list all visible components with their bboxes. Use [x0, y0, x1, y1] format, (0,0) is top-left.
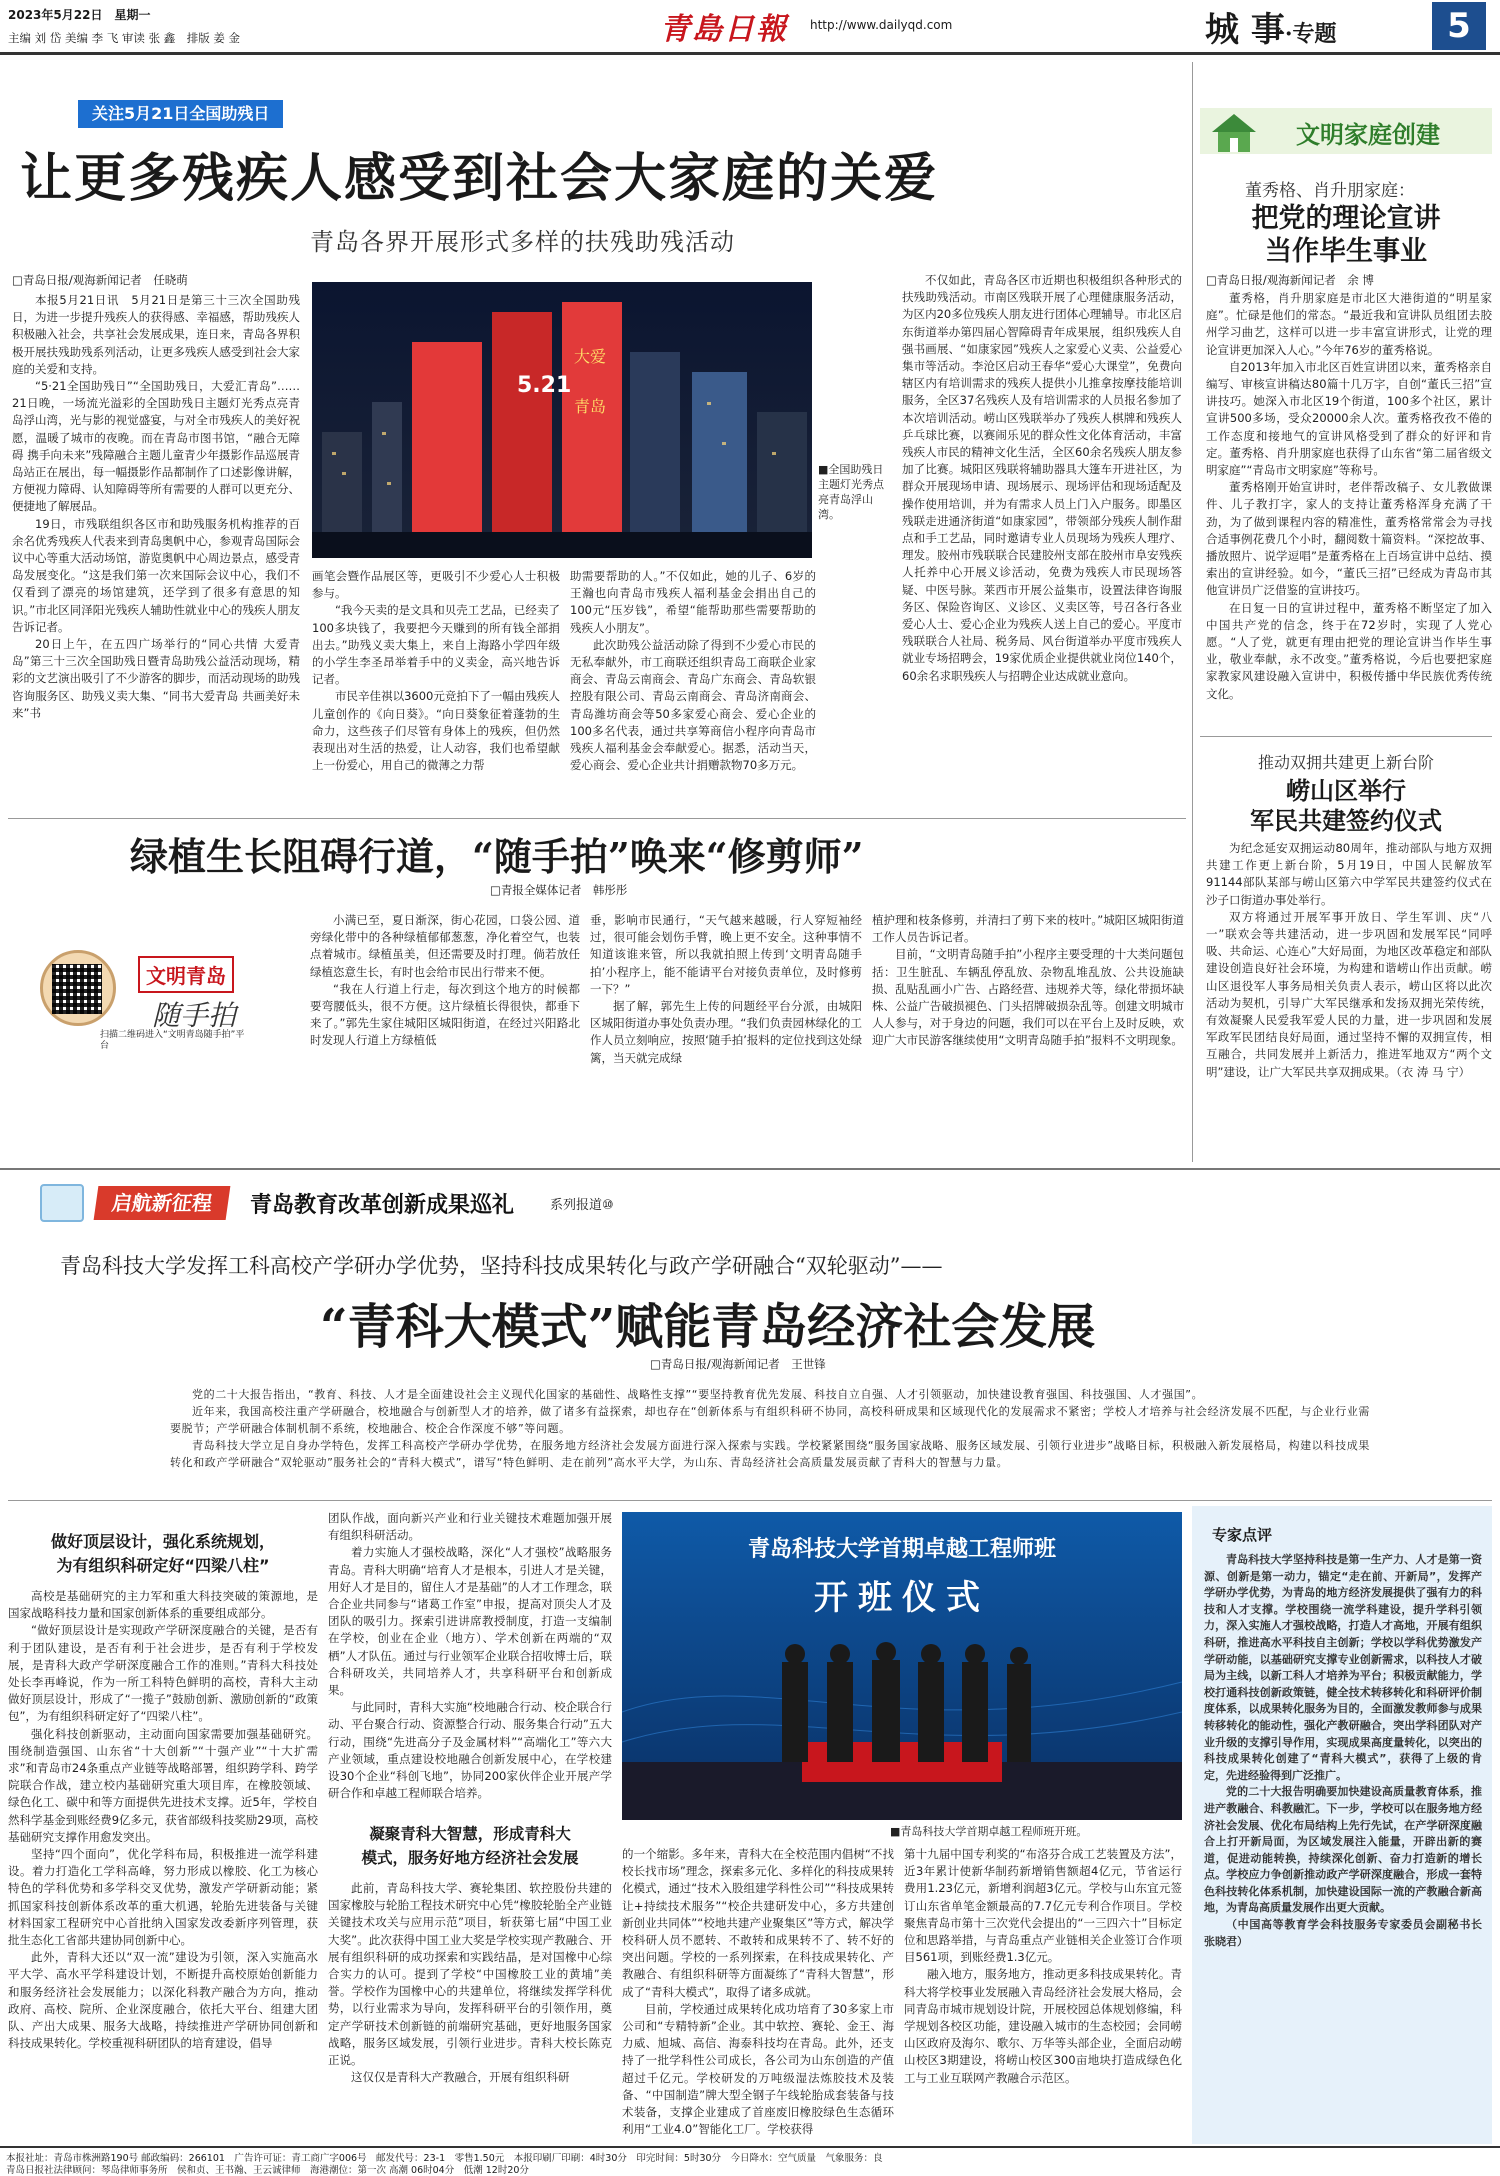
paragraph: 目前，“文明青岛随手拍”小程序主要受理的十大类问题包括：卫生脏乱、车辆乱停乱放、杂物乱堆乱放、公共设施缺损、乱贴乱画小广告、占路经营、违规养犬等，绿化带损坏缺株、公益广告破损褪色、门头招牌破损杂乱等。创建文明城市人人参与，对于身边的问题，我们可以在平台上及时反映，欢迎广大市民游客继续使用“文明青岛随手拍”报料不文明现象。: [872, 947, 1184, 1048]
paragraph: 团队作战，面向新兴产业和行业关键技术难题加强开展有组织科研活动。: [328, 1511, 612, 1543]
series-brand: 启航新征程: [94, 1186, 231, 1220]
section-rule: [0, 1168, 1500, 1170]
column-rule: [1192, 62, 1193, 1162]
paragraph: 近年来，我国高校注重产学研融合，校地融合与创新型人才的培养，做了诸多有益探索，却也存在“创新体系与有组织科研不协同，高校科研成果和区域现代化的发展需求不紧密；学校人才培养与社会经济发展不匹配，与企业行业需要脱节；产学研融合体制机制不系统，校地融合、校企合作深度不够”等问题。: [170, 1405, 1370, 1435]
sidebar2-title: [1200, 776, 1492, 836]
paragraph: 强化科技创新驱动，主动面向国家需要加强基础研究。围绕制造强国、山东省“十大创新”“十强产业”“十大扩需求”和青岛市24条重点产业链等战略部署，组织跨学科、跨学院联合作战，建立校内基础研究重大项目库，在橡胶领域、绿色化工、碳中和等方面提供先进技术支撑。近5年，学校自然科学基金到账经费9亿多元，获省部级科技奖励29项，高校基础研究支撑作用愈发突出。: [8, 1726, 318, 1844]
paragraph: 19日，市残联组织各区市和助残服务机构推荐的百余名优秀残疾人代表来到青岛奥帆中心，参观青岛国际会议中心等重大活动场馆，游览奥帆中心周边景点，感受青岛发展变化。“这是我们第一次来国际会议中心，我们不仅看到了漂亮的场馆建筑，还学到了很多有意思的知识。”市北区同泽阳光残疾人辅助性就业中心的残疾人朋友告诉记者。: [12, 516, 300, 634]
lead-tag: 关注5月21日全国助残日: [78, 100, 283, 128]
lead-byline: □青岛日报/观海新闻记者 任晓萌: [12, 273, 188, 287]
sidebar-divider: [1200, 736, 1492, 737]
paragraph: 植护理和枝条修剪，并清扫了剪下来的枝叶。”城阳区城阳街道工作人员告诉记者。: [872, 913, 1184, 945]
story2-col3: [872, 912, 1184, 1122]
section2-subhead1: [8, 1530, 318, 1578]
paragraph: 画笔会暨作品展区等，更吸引不少爱心人士积极参与。: [312, 569, 560, 601]
paragraph: 高校是基础研究的主力军和重大科技突破的策源地，是国家战略科技力量和国家创新体系的重要组成部分。: [8, 1589, 318, 1621]
logo-text-snapshot: 随手拍: [152, 999, 237, 1032]
paragraph: 助需要帮助的人。”不仅如此，她的儿子、6岁的王瀚也向青岛市残疾人福利基金会捐出自己的100元“压岁钱”，希望“能帮助那些需要帮助的残疾人小朋友”。: [570, 569, 816, 635]
paragraph: 目前，学校通过成果转化成功培育了30多家上市公司和“专精特新”企业。其中软控、赛轮、金王、海力威、旭城、高信、海泰科技均在青岛。此外，还支持了一批学科性公司成长，各公司为山东创造的产值超过千亿元。学校研发的万吨级湿法炼胶技术及装备、“中国制造”牌大型全钢子午线轮胎成套装备与技术装备，支撑企业建成了首座废旧橡胶绿色生态循环利用“工业4.0”智能化工厂。学校获得: [622, 2001, 894, 2137]
sidebar2-title-line1: 崂山区举行: [1286, 776, 1406, 805]
paragraph: 此次助残公益活动除了得到不少爱心市民的无私奉献外，市工商联还组织青岛工商联企业家商会、青岛云南商会、青岛广东商会、青岛软银控股有限公司、青岛云南商会、青岛济南商会、青岛潍坊商会等50多家爱心商会、爱心企业的100多名代表，通过共享筹商信小程序向青岛市残疾人福利基金会奉献爱心。据悉，活动当天，爱心商会、爱心企业共计捐赠款物70多万元。: [570, 637, 816, 773]
civil-family-banner-title: 文明家庭创建: [1296, 120, 1440, 149]
svg-text:5.21: 5.21: [517, 373, 572, 398]
paragraph: 市民辛佳祺以3600元竞拍下了一幅由残疾人儿童创作的《向日葵》。“向日葵象征着蓬勃的生命力，这些孩子们尽管有身体上的残疾，但仍然表现出对生活的热爱，让人动容，我们也希望献上一份爱心，用自己的微薄之力帮: [312, 689, 560, 773]
section2-col1: [8, 1588, 318, 2140]
section2-col2b: [328, 1880, 612, 2140]
paragraph: 在日复一日的宣讲过程中，董秀格不断坚定了加入中国共产党的信念，终于在72岁时，实现了人党心愿。“人了党，就更有理由把党的理论宣讲当作毕生事业，敬业奉献，永不改变。”董秀格说，今后也要把家庭家教家风建设融入宣讲中，积极传播中华民族优秀传统文化。: [1206, 600, 1492, 701]
newspaper-logo: 青島日報: [660, 12, 788, 47]
paragraph: 据了解，郭先生上传的问题经平台分派，由城阳区城阳街道办事处负责办理。“我们负责园林绿化的工作人员立刻响应，按照‘随手拍’报料的定位找到这处绿篱，当天就完成绿: [590, 999, 862, 1065]
site-url[interactable]: http://www.dailyqd.com: [810, 18, 953, 32]
paragraph: 青岛科技大学立足自身办学特色，发挥工科高校产学研办学优势，在服务地方经济社会发展方面进行深入探索与实践。学校紧紧围绕“服务国家战略、服务区域发展、引领行业进步”战略目标，积极融入新发展格局，构建以科技成果转化和政产学研融合“双轮驱动”服务社会的“青科大模式”，谱写“特色鲜明、走在前列”高水平大学，为山东、青岛经济社会高质量发展贡献了青科大的智慧与力量。: [170, 1439, 1370, 1469]
paragraph: 董秀格，肖升朋家庭是市北区大港街道的“明星家庭”。忙碌是他们的常态。“最近我和宣讲队员组团去胶州学习曲艺，这样可以进一步丰富宣讲形式，让党的理论宣讲更加深入人心。”今年76岁的董秀格说。: [1206, 291, 1492, 357]
paragraph: 坚持“四个面向”，优化学科布局，积极推进一流学科建设。着力打造化工学科高峰，努力形成以橡胶、化工为核心特色的学科优势和多学科交叉优势，激发产学研新动能；紧抓国家科技创新体系改革的重大机遇，轮胎先进装备与关键材料国家工程研究中心首批纳入国家发改委新序列管理，获批生态化工省部共建协同创新中心。: [8, 1847, 318, 1948]
section2-col3: [622, 1846, 894, 2140]
section-subtitle: ·专题: [1284, 21, 1337, 47]
ceremony-banner-title: 青岛科技大学首期卓越工程师班: [747, 1537, 1056, 1562]
paragraph: 党的二十大报告指出，“教育、科技、人才是全面建设社会主义现代化国家的基础性、战略性支撑”“要坚持教育优先发展、科技自立自强、人才引领驱动，加快建设教育强国、科技强国、人才强国”。: [192, 1388, 1204, 1401]
paragraph: 为纪念延安双拥运动80周年，推动部队与地方双拥共建工作更上新台阶，5月19日，中国人民解放军91144部队某部与崂山区第六中学军民共建签约仪式在沙子口街道办事处举行。: [1206, 841, 1492, 907]
page-number: 5: [1432, 2, 1486, 50]
paragraph: 党的二十大报告明确要加快建设高质量教育体系，推进产教融合、科教融汇。下一步，学校可以在服务地方经济社会发展、优化布局结构上先行先试，在产学研深度融合上打开新局面，为区域发展注入能量，开辟出新的赛道，促进动能转换，持续深化创新、奋力打造新的增长点。学校应力争创新推动政产学研深度融合，形成一套特色科技转化体系机制，加快建设国际一流的产教融合新高地，为青岛高质量发展作出更大贡献。: [1204, 1785, 1482, 1915]
paragraph: “我在人行道上行走，每次到这个地方的时候都要弯腰低头，很不方便。这片绿植长得很快，都垂下来了。”郭先生家住城阳区城阳街道，在经过兴阳路北时发现人行道上方绿植低: [310, 981, 580, 1048]
subhead1-line2: 为有组织科研定好“四梁八柱”: [56, 1556, 270, 1575]
masthead: [0, 0, 1500, 58]
paragraph: 的一个缩影。多年来，青科大在全校范围内倡树“不找校长找市场”理念，探索多元化、多样化的科技成果转化模式，通过“技术入股组建学科性公司”“科技成果转让+持续技术服务”“校企共建研发中心，多方共建创新创业共同体”“校地共建产业聚集区”等方式，解决学校科研人员不愿转、不敢转和成果转不了、转不好的突出问题。学校的一系列探索，在科技成果转化、产教融合、有组织科研等方面凝练了“青科大智慧”，形成了“青科大模式”，取得了诸多成就。: [622, 1847, 894, 1999]
sidebar1-title-line2: 当作毕生事业: [1265, 236, 1427, 267]
lead-col4: [902, 272, 1182, 812]
svg-text:青岛: 青岛: [574, 397, 607, 416]
lead-photo-caption: ■全国助残日主题灯光秀点亮青岛浮山湾。: [818, 463, 884, 521]
issue-date: 2023年5月22日 星期一: [8, 8, 151, 22]
ceremony-photo-caption: ■青岛科技大学首期卓越工程师班开班。: [890, 1825, 1088, 1838]
paragraph: 这仅仅是青科大产教融合，开展有组织科研: [351, 2070, 570, 2085]
section2-col4: [904, 1846, 1182, 2140]
civil-family-banner: [1200, 108, 1492, 154]
section2-subhead2: [328, 1822, 612, 1870]
series-title: 青岛教育改革创新成果巡礼: [250, 1192, 515, 1218]
ceremony-banner-subtitle: 开班仪式: [814, 1578, 990, 1618]
section2-intro: [170, 1386, 1370, 1496]
paragraph: 第十九届中国专利奖的“布洛芬合成工艺装置及方法”，近3年累计使新华制药新增销售额超4亿元，节省运行费用1.23亿元，新增利润超3亿元。学校与山东宜元签订山东省单笔金额最高的7.7亿元专利合作项目。学校聚焦青岛市第十三次党代会提出的“一三四六十”目标定位和思路举措，与青岛重点产业链相关企业签订合作项目561项，到账经费1.3亿元。: [904, 1847, 1182, 1965]
sidebar1-body: [1206, 290, 1492, 720]
story2-col2: [590, 912, 862, 1122]
paragraph: “做好顶层设计是实现政产学研深度融合的关键，是否有利于团队建设，是否有利于社会进步，是否有利于学校发展，是青科大政产学研深度融合工作的准则。”青科大科技处处长李再峰说，作为一所工科特色鲜明的高校，青科大主动做好顶层设计，形成了“一揽子”鼓励创新、激励创新的“政策包”，为有组织科研定好了“四梁八柱”。: [8, 1623, 318, 1724]
paragraph: 垂，影响市民通行，“天气越来越暖，行人穿短袖经过，很可能会划伤手臂，晚上更不安全。这种事情不知道该谁来管，所以我就拍照上传到‘文明青岛随手拍’小程序上，能不能请平台对接负责单位，及时修剪一下？”: [590, 913, 862, 996]
subhead1-line1: 做好顶层设计，强化系统规划，: [50, 1532, 275, 1551]
masthead-rule: [0, 52, 1500, 55]
paragraph: “我今天卖的是文具和贝壳工艺品，已经卖了100多块钱了，我要把今天赚到的所有钱全部捐出去。”助残义卖大集上，来自上海路小学四年级的小学生李圣昂举着手中的义卖金，高兴地告诉记者。: [312, 603, 560, 687]
section2-headline: “青科大模式”赋能青岛经济社会发展: [320, 1299, 1096, 1355]
section2-byline: □青岛日报/观海新闻记者 王世锋: [650, 1357, 826, 1371]
sidebar2-kicker: 推动双拥共建更上新台阶: [1257, 753, 1434, 772]
lead-col2: [312, 568, 560, 812]
series-banner: [40, 1180, 800, 1226]
lead-photo: [312, 282, 812, 558]
paragraph: 本报5月21日讯 5月21日是第三十三次全国助残日，为进一步提升残疾人的获得感、幸福感，帮助残疾人积极融入社会，共享社会发展成果，连日来，青岛各界积极开展扶残助残系列活动，让更多残疾人感受到社会大家庭的关爱和支持。: [12, 293, 300, 376]
sidebar1-kicker: 董秀格、肖升朋家庭：: [1245, 181, 1415, 201]
expert-comment-box: [1192, 1506, 1492, 2144]
sidebar1-title: [1200, 202, 1492, 268]
expert-comment-body: [1204, 1552, 1493, 2136]
paragraph: 与此同时，青科大实施“校地融合行动、校企联合行动、平台聚合行动、资源整合行动、服务集合行动”五大行动，围绕“先进高分子及金属材料”“高端化工”等六大产业领域，重点建设校地融合创新发展中心，在学校建设30个企业“科创飞地”，协同200家伙伴企业开展产学研合作和卓越工程师联合培养。: [328, 1700, 612, 1801]
lead-col3: [570, 568, 816, 812]
story2-col1: [310, 912, 580, 1122]
paragraph: 此前，青岛科技大学、赛轮集团、软控股份共建的国家橡胶与轮胎工程技术研究中心凭“橡胶轮胎全产业链关键技术攻关与应用示范”项目，斩获第七届“中国工业大奖”。此次获得中国工业大奖是学校实现产教融合、开展有组织科研的成功探索和实践结晶，是对国橡中心综合实力的认可。提到了学校“中国橡胶工业的黄埔”美誉。学校作为国橡中心的共建单位，将继续发挥学科优势，以行业需求为导向，发挥科研平台的引领作用，奠定产学研技术创新链的前端研究基础，更好地服务国家战略，服务区域发展，引领行业进步。青科大校长陈克正说。: [328, 1881, 612, 2068]
series-number: 系列报道⑩: [550, 1198, 614, 1213]
section2-kicker: 青岛科技大学发挥工科高校产学研办学优势，坚持科技成果转化与政产学研融合“双轮驱动”——: [60, 1254, 943, 1278]
svg-text:大爱: 大爱: [574, 347, 607, 366]
section-title: 城 事: [1205, 10, 1285, 50]
paragraph: 自2013年加入市北区百姓宣讲团以来，董秀格亲自编写、审核宣讲稿达80篇十几万字，自创“董氏三招”宣讲技巧。她深入市北区19个街道，100多个社区，累计宣讲500多场，受众20000余人次。董秀格孜孜不倦的工作态度和接地气的宣讲风格受到了群众的好评和肯定。董秀格、肖升朋家庭也获得了山东省“第二届省级文明家庭”“青岛市文明家庭”等称号。: [1206, 359, 1492, 478]
lead-subhead: 青岛各界开展形式多样的扶残助残活动: [310, 228, 735, 256]
sidebar2-title-line2: 军民共建签约仪式: [1250, 806, 1442, 835]
paragraph: 着力实施人才强校战略，深化“人才强校”战略服务青岛。青科大明确“培育人才是根本，引进人才是关键，用好人才是目的，留住人才是基础”的人才工作理念，联合企业共同参与“诸葛工作室”申报，提高对顶尖人才及团队的吸引力。探索引进讲席教授制度，打造一支编制在学校，创业在企业（地方）、学术创新在两端的“双栖”人才队伍。通过与行业领军企业联合招收博士后，联合科研攻关，共同培养人才，共享科研平台和创新成果。: [328, 1545, 612, 1698]
paragraph: 不仅如此，青岛各区市近期也积极组织各种形式的扶残助残活动。市南区残联开展了心理健康服务活动，为区内20多位残疾人朋友进行团体心理辅导。市北区启东街道举办第四届心智障碍青年成果展，组织残疾人自强书画展、“如康家园”残疾人之家爱心义卖、公益爱心集市等活动。李沧区启动王春华“爱心大课堂”，免费向辖区内有培训需求的残疾人提供小儿推拿按摩技能培训服务，全区37名残疾人及有培训需求的人员报名参加了本次培训活动。崂山区残联举办了残疾人棋牌和残疾人乒乓球比赛，以赛闹乐见的群众性文化体育活动，丰富残疾人市民的精神文化生活，全区60余名残疾人朋友参加了比赛。城阳区残联将辅助器具大篷车开进社区，为群众开展现场申请、现场展示、现场评估和现场适配及操作使用培训，并为有需求人员上门入户服务。即墨区残联走进通济街道“如康家园”，带领部分残疾人制作甜点和手工艺品，同时邀请专业人员现场为残疾人理疗、理发。胶州市残联联合民建胶州支部在胶州市阜安残疾人托养中心开展义诊活动，免费为残疾人市民现场答疑、中医号脉。莱西市开展公益集市，设置法律咨询服务区、保险咨询区、义诊区、义卖区等，号召各行各业爱心人士、爱心企业为残疾人送上自己的爱心。平度市残联联合人社局、税务局、风台街道举办平度市残疾人就业专场招聘会，19家优质企业提供就业岗位140个，60余名求职残疾人与招聘企业达成就业意向。: [902, 273, 1182, 683]
sidebar1-byline: □青岛日报/观海新闻记者 余 博: [1206, 273, 1374, 287]
paragraph: 20日上午，在五四广场举行的“同心共情 大爱青岛”第三十三次全国助残日暨青岛助残公益活动现场，精彩的文艺演出吸引了不少游客的脚步，而活动现场的助残咨询服务区、助残义卖大集、“同书大爱青岛 共画美好未来”书: [12, 637, 300, 720]
story2-byline: □青报全媒体记者 韩彤彤: [490, 883, 628, 897]
paragraph: 青岛科技大学坚持科技是第一生产力、人才是第一资源、创新是第一动力，锚定“走在前、开新局”，发挥产学研办学优势，为青岛的地方经济发展提供了强有力的科技和人才支撑。学校围绕一流学科建设，提升学科引领力，深入实施人才强校战略，打造人才高地，开展有组织科研，推进高水平科技自主创新；学校以学科优势激发产学研动能，以基础研究支撑专业创新需求，以科技人才破局为主线，以新工科人才培养为平台；积极贡献能力，学校打通科技创新政策链，健全技术转移转化和科研评价制度体系，以成果转化服务为目的，全面激发教师参与成果转移转化的能动性，强化产教研融合，突出学科团队对产业升级的支撑引导作用，实现成果高度量转化，以突出的科技成果转化创建了“青科大模式”，获得了上级的肯定，先进经验得到广泛推广。: [1204, 1553, 1482, 1782]
subhead2-line1: 凝聚青科大智慧，形成青科大: [369, 1825, 571, 1843]
lead-col1: [12, 292, 300, 812]
subhead2-line2: 模式，服务好地方经济社会发展: [361, 1849, 579, 1867]
logo-text-civil-qingdao: 文明青岛: [138, 956, 234, 993]
editor-credits: 主编 刘 岱 美编 李 飞 审读 张 鑫 排版 姜 金: [8, 31, 241, 45]
section-name: [1205, 2, 1337, 51]
paragraph: 双方将通过开展军事开放日、学生军训、庆“八一”联欢会等共建活动，进一步巩固和发展军民“同呼吸、共命运、心连心”大好局面，为地区改革稳定和部队建设创造良好社会环境，为构建和谐崂山作出贡献。崂山区退役军人事务局相关负责人表示，崂山区将以此次活动为契机，引导广大军民继承和发扬双拥光荣传统，有效凝聚人民爱我军爱人民的力量，进一步巩固和发展军政军民团结良好局面，通过坚持不懈的双拥宣传，相互融合，共同发展并上新活力，推进军地双方“两个文明”建设，让广大军民共享双拥成果。（衣 涛 马 宁）: [1206, 909, 1492, 1079]
paragraph: “5·21全国助残日”“全国助残日，大爱汇青岛”……21日晚，一场流光溢彩的全国助残日主题灯光秀点亮青岛浮山湾，光与影的视觉盛宴，与对全市残疾人的美好祝愿，温暖了城市的夜晚。而在青岛市图书馆，“融合无障碍 携手向未来”残障融合主题儿童青少年摄影作品巡展青岛站正在展出，每一幅摄影作品都制作了口述影像讲解，方便视力障碍、认知障碍等所有需要的人群可以更充分、便捷地了解展品。: [12, 379, 300, 514]
qr-code-icon[interactable]: [52, 964, 102, 1014]
expert-comment-title: 专家点评: [1212, 1526, 1273, 1544]
paragraph: （中国高等教育学会科技服务专家委员会副秘书长 张晓君）: [1204, 1918, 1493, 1948]
footer-info-row2: 青岛日报社法律顾问：琴岛律师事务所 侯和贞、王书瀚、王云诚律师 海港潮位：第一次 高潮 06时04分 低潮 12时20分: [6, 2165, 529, 2176]
intro-rule: [8, 1500, 1492, 1501]
story2-headline: 绿植生长阻碍行道，“随手拍”唤来“修剪师”: [130, 834, 864, 879]
sidebar2-body: [1206, 840, 1492, 1170]
sidebar1-title-line1: 把党的理论宣讲: [1251, 203, 1441, 234]
ceremony-photo: [622, 1512, 1182, 1820]
paragraph: 此外，青科大还以“双一流”建设为引领，深入实施高水平大学、高水平学科建设计划，不断提升高校原始创新能力和服务经济社会发展能力；以深化科教产融合为方向，推动政府、高校、院所、企业深度融合，依托大平台、组建大团队、产出大成果、服务大战略，持续推进产学研协同创新和科技成果转化。学校重视科研团队的培育建设，倡导: [8, 1950, 318, 2051]
footer-info-row1: 本报社址：青岛市株洲路190号 邮政编码：266101 广告许可证：青工商广字006号 邮发代号：23-1 零售1.50元 本报印刷厂印刷：4时30分 印完时间：5时30分 今日降水：空气质量 气象服务：良: [6, 2153, 883, 2164]
qr-caption: 扫描二维码进入“文明青岛随手拍”平台: [100, 1030, 245, 1051]
lead-bottom-rule: [8, 818, 1186, 819]
paragraph: 融入地方，服务地方，推动更多科技成果转化。青科大将学校事业发展融入青岛经济社会发展大格局，会同青岛市城市规划设计院，开展校园总体规划修编，科学规划各校区功能，建设融入城市的生态校园；会同崂山区政府及海尔、歌尔、万华等头部企业，全面启动崂山校区3期建设，将崂山校区300亩地块打造成绿色化工与工业互联网产教融合示范区。: [904, 1967, 1182, 2085]
civil-qingdao-logo: [40, 950, 290, 1050]
city-lightshow-image: [312, 282, 812, 558]
book-icon: [40, 1184, 84, 1222]
footer-rule: [0, 2146, 1500, 2148]
paragraph: 董秀格刚开始宣讲时，老伴帮改稿子、女儿教做课件、儿子教打字，家人的支持让董秀格浑身充满了干劲，为了做到课程内容的精准性，董秀格常常会为寻找合适事例花费几个小时，翻阅数十篇资料。“深挖故事、播放照片、说学逗唱”是董秀格在上百场宣讲中总结、摸索出的宣讲经验。如今，“董氏三招”已经成为青岛市其他宣讲员广泛借鉴的宣讲技巧。: [1206, 480, 1492, 598]
house-icon: [1204, 108, 1264, 154]
section2-col2: [328, 1510, 612, 1810]
lead-headline: 让更多残疾人感受到社会大家庭的关爱: [20, 148, 939, 209]
paragraph: 小满已至，夏日渐深，街心花园，口袋公园、道旁绿化带中的各种绿植郁郁葱葱，净化着空气，也装点着城市。绿植虽美，但还需要及时打理。倘若放任绿植恣意生长，有时也会给市民出行带来不便。: [310, 913, 580, 979]
